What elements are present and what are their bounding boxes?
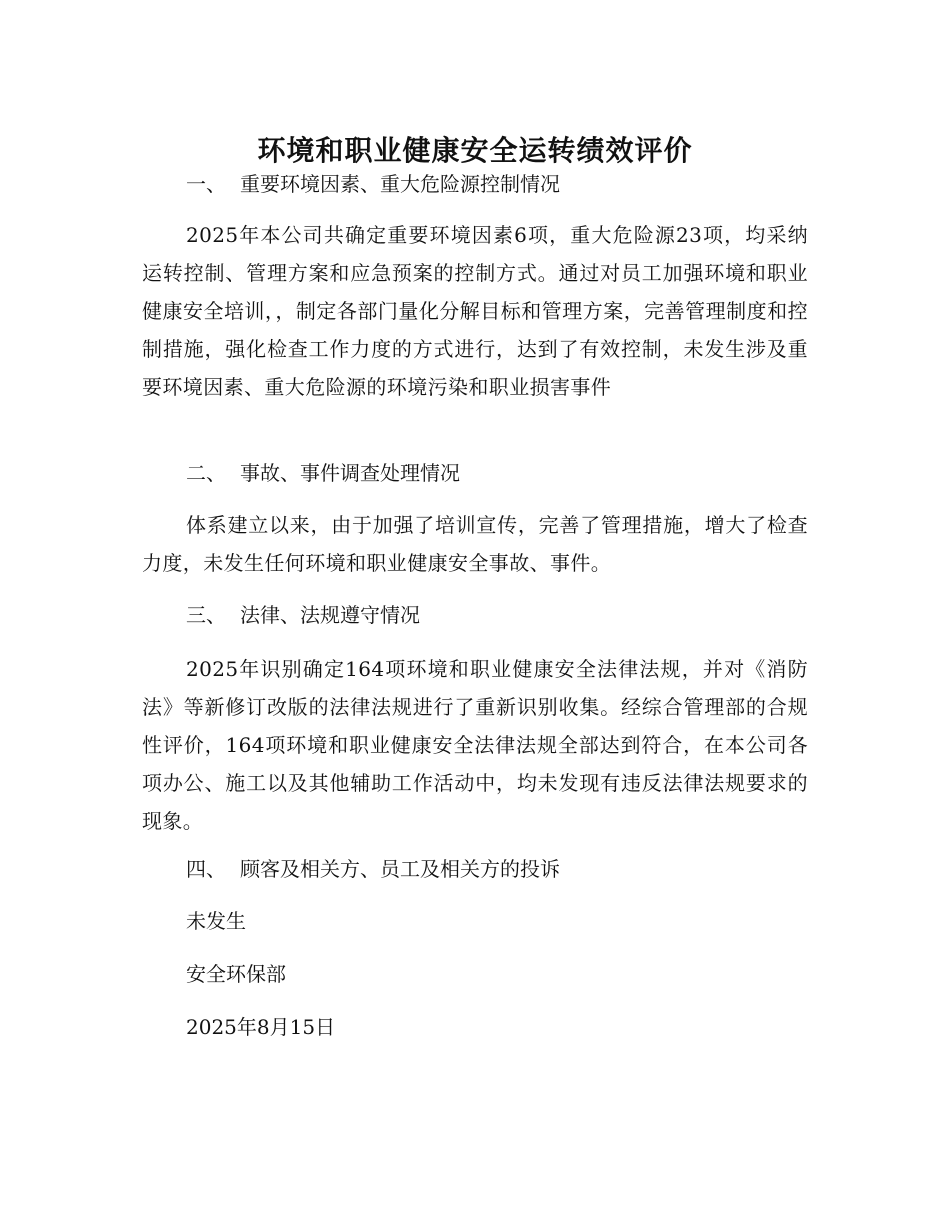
section-heading-4 — [186, 850, 560, 888]
document-title: 环境和职业健康安全运转绩效评价 — [257, 133, 693, 167]
section-body-3: 2025年识别确定164项环境和职业健康安全法律法规，并对《消防法》等新修订改版的法律法规进行了重新识别收集。经综合管理部的合规性评价，164项环境和职业健康安全法律法规全部达到符合，在本公司各项办公、施工以及其他辅助工作活动中，均未发现有违反法律法规要求的现象。 — [142, 657, 808, 833]
signature-department: 安全环保部 — [186, 962, 286, 986]
section-heading-text-3: 法律、法规遵守情况 — [240, 603, 420, 627]
section-heading-2 — [186, 454, 460, 492]
section-number-4: 四、 — [186, 857, 226, 881]
section-number-3: 三、 — [186, 603, 226, 627]
section-heading-1 — [186, 165, 560, 203]
section-heading-3 — [186, 596, 420, 634]
section-body-4: 未发生 — [186, 909, 246, 933]
section-body-1: 2025年本公司共确定重要环境因素6项，重大危险源23项，均采纳运转控制、管理方案和应急预案的控制方式。通过对员工加强环境和职业健康安全培训，，制定各部门量化分解目标和管理方案，完善管理制度和控制措施，强化检查工作力度的方式进行，达到了有效控制，未发生涉及重要环境因素、重大危险源的环境污染和职业损害事件 — [142, 223, 808, 399]
section-body-2: 体系建立以来，由于加强了培训宣传，完善了管理措施，增大了检查力度，未发生任何环境和职业健康安全事故、事件。 — [142, 513, 808, 575]
section-heading-text-1: 重要环境因素、重大危险源控制情况 — [240, 172, 560, 196]
section-heading-text-4: 顾客及相关方、员工及相关方的投诉 — [240, 857, 560, 881]
signature-date: 2025年8月15日 — [186, 1015, 336, 1039]
section-number-2: 二、 — [186, 461, 226, 485]
section-heading-text-2: 事故、事件调查处理情况 — [240, 461, 460, 485]
section-number-1: 一、 — [186, 172, 226, 196]
